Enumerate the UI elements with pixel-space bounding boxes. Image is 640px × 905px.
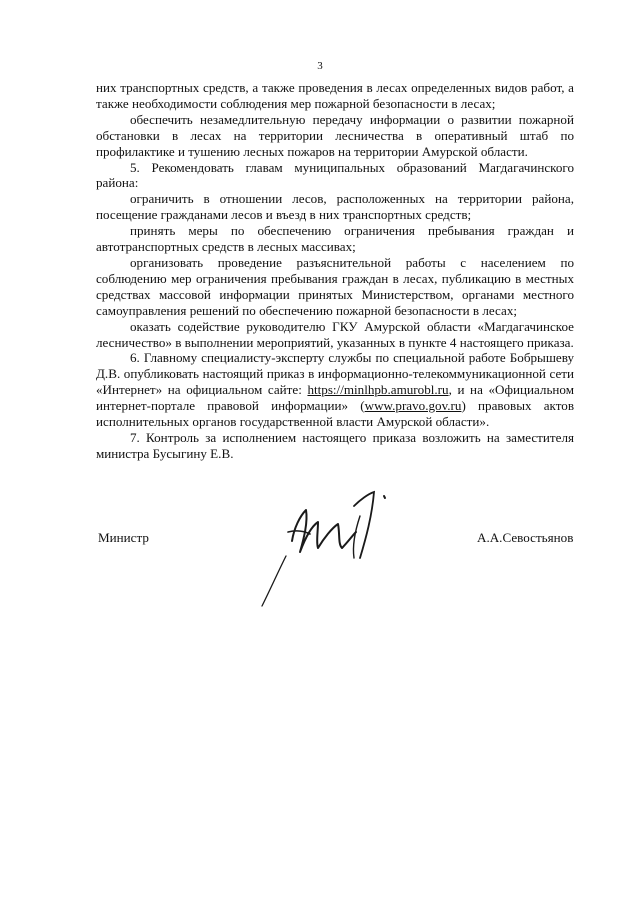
paragraph-measures: принять меры по обеспечению ограничения пребывания граждан и автотранспортных средств в лесных массивах; bbox=[96, 223, 574, 255]
signatory-name: А.А.Севостьянов bbox=[477, 530, 574, 545]
item-6-text-a: 6. Главному специалисту-эксперту службы по специальной работе Бобрышеву Д.В. опубликовать настоящий приказ в информационно-телекоммуникационной сети «Интернет» на официальном сайте: bbox=[96, 350, 574, 398]
page-number: 3 bbox=[317, 60, 323, 72]
paragraph-explanatory-work: организовать проведение разъяснительной работы с населением по соблюдению мер ограничения пребывания граждан в лесах, публикацию в местных средствах массовой информации принятых Министерством, органами местного самоуправления решений по обеспечению пожарной безопасности в лесах; bbox=[96, 254, 574, 318]
item-6-text-c: ) правовых актов исполнительных органов государственной власти Амурской области». bbox=[96, 398, 574, 430]
paragraph-item-5: 5. Рекомендовать главам муниципальных образований Магдагачинского района: bbox=[96, 159, 574, 191]
pravo-portal-link[interactable]: www.pravo.gov.ru bbox=[364, 398, 462, 414]
paragraph-fire-info: обеспечить незамедлительную передачу информации о развитии пожарной обстановки в лесах на территории лесничества в оперативный штаб по профилактике и тушению лесных пожаров на территории Амурской области. bbox=[96, 111, 574, 159]
document-body bbox=[96, 80, 574, 462]
item-6-text-b: , и на «Официальном интернет-портале правовой информации» ( bbox=[96, 382, 575, 414]
paragraph-item-6 bbox=[96, 350, 574, 430]
paragraph-restrict-forests: ограничить в отношении лесов, расположенных на территории района, посещение гражданами лесов и въезд в них транспортных средств; bbox=[96, 191, 574, 223]
paragraph-continuation: них транспортных средств, а также проведения в лесах определенных видов работ, а также необходимости соблюдения мер пожарной безопасности в лесах; bbox=[96, 80, 574, 111]
handwritten-signature bbox=[248, 486, 398, 616]
paragraph-assistance: оказать содействие руководителю ГКУ Амурской области «Магдагачинское лесничество» в выполнении мероприятий, указанных в пункте 4 настоящего приказа. bbox=[96, 318, 574, 350]
paragraph-item-7: 7. Контроль за исполнением настоящего приказа возложить на заместителя министра Бусыгину Е.В. bbox=[96, 429, 574, 461]
signatory-title: Министр bbox=[98, 530, 149, 545]
ministry-site-link[interactable]: https://minlhpb.amurobl.ru bbox=[307, 382, 449, 398]
